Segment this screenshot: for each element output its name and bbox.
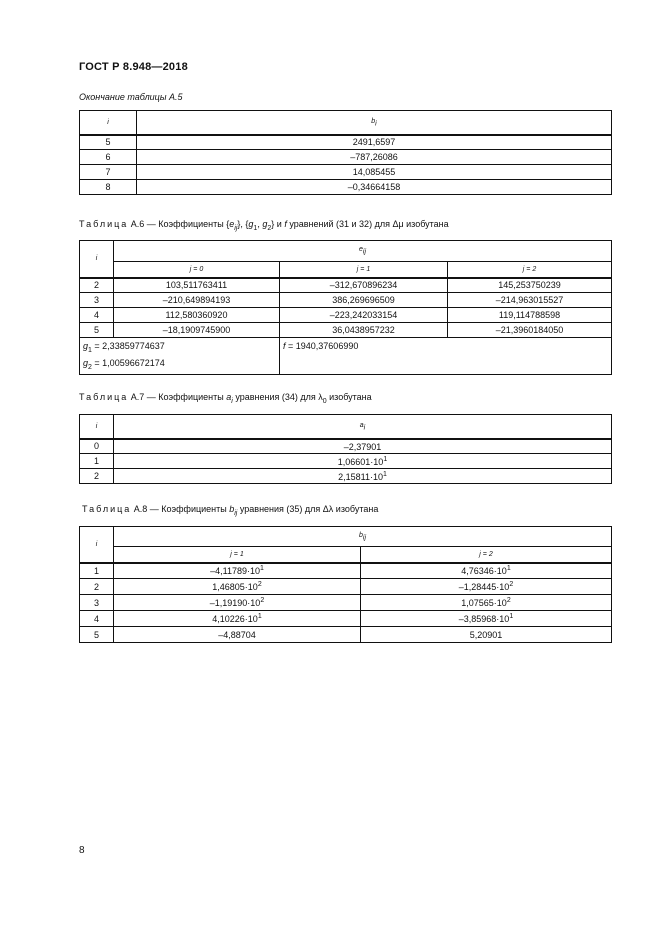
- table-a6-cell-j2: 119,114788598: [448, 308, 612, 323]
- table-a6-header-i: i: [80, 241, 114, 278]
- table-a5-cell-i: 7: [80, 165, 137, 180]
- table-a6-cell-j1: –223,242033154: [280, 308, 448, 323]
- table-a6-cell-j0: 103,511763411: [114, 278, 280, 293]
- table-a6-cell-i: 3: [80, 293, 114, 308]
- table-row: [80, 278, 612, 293]
- table-a5-cell-i: 5: [80, 135, 137, 150]
- table-a6-header-j1: j = 1: [280, 262, 448, 278]
- table-a7-cell-a: $2,15811\cdot 10^1$: [114, 469, 612, 484]
- table-a7-header-i: i: [80, 415, 114, 439]
- table-a5-cell-i: 8: [80, 180, 137, 195]
- table-a7-cell-a: –2,37901: [114, 439, 612, 454]
- table-a6-f-value: f = 1940,37606990: [280, 338, 612, 375]
- table-a6-cell-j0: 112,580360920: [114, 308, 280, 323]
- table-row: [80, 611, 612, 627]
- table-a8-cell-j2: $1,07565\cdot 10^2$: [361, 595, 612, 611]
- table-a6-cell-j1: 386,269696509: [280, 293, 448, 308]
- table-a8-cell-j1: –4,88704: [114, 627, 361, 643]
- table-a6-cell-j0: –18,1909745900: [114, 323, 280, 338]
- table-a6-cell-j2: 145,253750239: [448, 278, 612, 293]
- table-a8-cell-i: 4: [80, 611, 114, 627]
- table-row: [80, 135, 612, 150]
- table-a8-cell-i: 5: [80, 627, 114, 643]
- table-a8-cell-j2: $-1,28445\cdot 10^2$: [361, 579, 612, 595]
- table-a5-header-b: $b_i$: [137, 111, 612, 135]
- table-a6-cell-j1: 36,0438957232: [280, 323, 448, 338]
- table-a5: [79, 110, 612, 195]
- table-a5-cell-b: 2491,6597: [137, 135, 612, 150]
- table-row: [80, 308, 612, 323]
- table-a8-cell-j1: $-4,11789\cdot 10^1$: [114, 563, 361, 579]
- table-row: [80, 563, 612, 579]
- table-a6-cell-j1: –312,670896234: [280, 278, 448, 293]
- table-a8-cell-i: 2: [80, 579, 114, 595]
- table-row: [80, 165, 612, 180]
- table-row: [80, 579, 612, 595]
- table-row: [80, 595, 612, 611]
- table-a6-cell-i: 5: [80, 323, 114, 338]
- table-row: [80, 293, 612, 308]
- table-a8-cell-j1: $1,46805\cdot 10^2$: [114, 579, 361, 595]
- table-a7-cell-i: 1: [80, 454, 114, 469]
- table-row: [80, 454, 612, 469]
- table-row: [80, 627, 612, 643]
- table-a8-header-j2: j = 2: [361, 547, 612, 563]
- table-a6-cell-j0: –210,649894193: [114, 293, 280, 308]
- table-a6-header-e: $e_{ij}$: [114, 241, 612, 262]
- table-a6-header-j0: j = 0: [114, 262, 280, 278]
- table-a8-cell-i: 1: [80, 563, 114, 579]
- table-a5-caption: Окончание таблицы А.5: [79, 92, 183, 102]
- table-a7-cell-a: $1,06601\cdot 10^1$: [114, 454, 612, 469]
- table-a6-cell-i: 4: [80, 308, 114, 323]
- table-a6-cell-i: 2: [80, 278, 114, 293]
- table-a5-cell-i: 6: [80, 150, 137, 165]
- table-a5-cell-b: –787,26086: [137, 150, 612, 165]
- table-a8-cell-i: 3: [80, 595, 114, 611]
- table-row: [80, 469, 612, 484]
- table-a7-cell-i: 0: [80, 439, 114, 454]
- table-a8-cell-j1: $-1,19190\cdot 10^2$: [114, 595, 361, 611]
- table-a5-cell-b: –0,34664158: [137, 180, 612, 195]
- table-row: [80, 180, 612, 195]
- table-a6: [79, 240, 612, 375]
- table-a8-cell-j2: 5,20901: [361, 627, 612, 643]
- table-a8-header-j1: j = 1: [114, 547, 361, 563]
- table-a8-header-i: i: [80, 527, 114, 563]
- table-a8-cell-j1: $4,10226\cdot 10^1$: [114, 611, 361, 627]
- table-a8: [79, 526, 612, 643]
- table-row: [80, 150, 612, 165]
- table-a7-caption: Таблица А.7 — Коэффициенты $a_i$ уравнения (34) для $\lambda_0$ изобутана: [79, 392, 372, 405]
- table-a7-cell-i: 2: [80, 469, 114, 484]
- document-header: ГОСТ Р 8.948—2018: [79, 61, 188, 73]
- table-a7-header-a: $a_i$: [114, 415, 612, 439]
- table-row: [80, 323, 612, 338]
- table-a6-constants-row: [80, 338, 612, 375]
- table-row: [80, 439, 612, 454]
- table-a6-header-j2: j = 2: [448, 262, 612, 278]
- table-a5-header-i: i: [80, 111, 137, 135]
- table-a8-caption: Таблица А.8 — Коэффициенты $b_{ij}$ уравнения (35) для Δλ изобутана: [82, 504, 379, 517]
- table-a6-cell-j2: –214,963015527: [448, 293, 612, 308]
- table-a8-header-b: $b_{ij}$: [114, 527, 612, 547]
- table-a7: [79, 414, 612, 484]
- table-a6-cell-j2: –21,3960184050: [448, 323, 612, 338]
- table-a6-g-values: $g_1 = 2,33859774637$ $g_2 = 1,00596672174$: [80, 338, 280, 375]
- table-a8-cell-j2: $-3,85968\cdot 10^1$: [361, 611, 612, 627]
- page-number: 8: [79, 845, 85, 856]
- table-a6-caption: Таблица А.6 — Коэффициенты $\{e_{ij}\}$, {$g_1$, $g_2$} и f уравнений (31 и 32) для Δμ изобутана: [79, 219, 449, 232]
- table-a8-cell-j2: $4,76346\cdot 10^1$: [361, 563, 612, 579]
- table-a5-cell-b: 14,085455: [137, 165, 612, 180]
